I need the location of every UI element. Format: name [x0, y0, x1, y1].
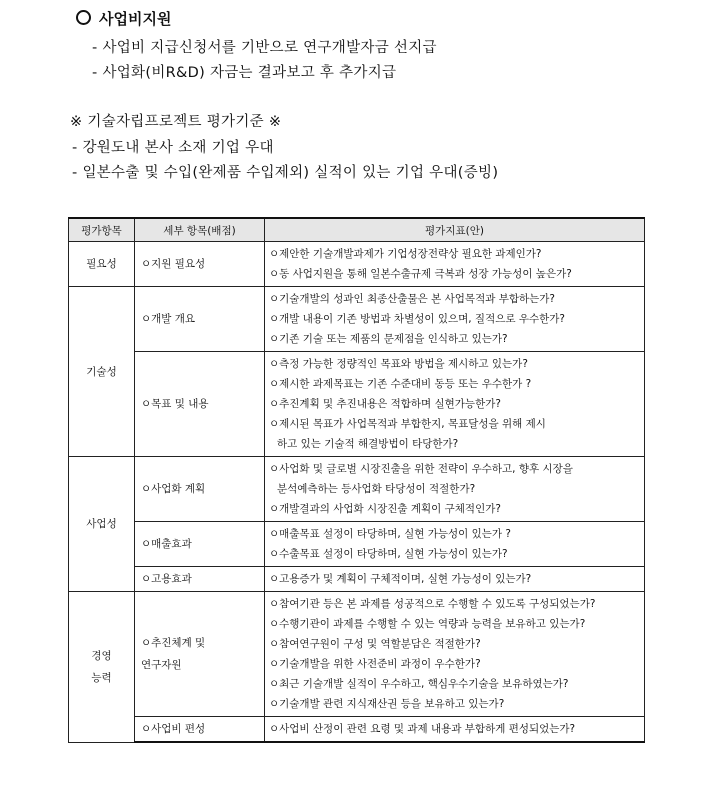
indicator-line: ㅇ동 사업지원을 통해 일본수출규제 극복과 성장 가능성이 높은가?	[269, 268, 572, 280]
circle-bullet-icon	[76, 10, 91, 25]
table-row	[69, 522, 645, 567]
section-title-text: 사업비지원	[99, 10, 172, 28]
note-item: - 일본수출 및 수입(완제품 수입제외) 실적이 있는 기업 우대(증빙)	[72, 165, 499, 181]
indicator-line: ㅇ최근 기술개발 실적이 우수하고, 핵심우수기술을 보유하였는가?	[269, 678, 569, 690]
section-item: - 사업화(비R&D) 자금는 결과보고 후 추가지급	[92, 65, 397, 81]
evaluation-table-wrap	[68, 217, 645, 743]
indicator-cell	[265, 457, 645, 522]
category-cell: 필요성	[69, 242, 135, 287]
indicator-line: ㅇ개발결과의 사업화 시장진출 계획이 구체적인가?	[269, 503, 501, 515]
indicator-line: 하고 있는 기술적 해결방법이 타당한가?	[277, 438, 459, 450]
section-title	[76, 8, 171, 29]
table-header-row	[69, 218, 645, 242]
section-item: - 사업비 지급신청서를 기반으로 연구개발자금 선지급	[92, 40, 437, 56]
indicator-line: ㅇ매출목표 설정이 타당하며, 실현 가능성이 있는가 ?	[269, 528, 511, 540]
indicator-line: ㅇ측정 가능한 정량적인 목표와 방법을 제시하고 있는가?	[269, 358, 528, 370]
indicator-line: ㅇ참여연구원이 구성 및 역할분담은 적절한가?	[269, 638, 481, 650]
indicator-cell	[265, 287, 645, 352]
table-row	[69, 592, 645, 717]
indicator-cell	[265, 567, 645, 592]
subitem-cell: ㅇ지원 필요성	[135, 242, 265, 287]
subitem-cell: ㅇ추진체계 및 연구자원	[135, 592, 265, 717]
subitem-cell: ㅇ매출효과	[135, 522, 265, 567]
indicator-line: ㅇ제시한 과제목표는 기존 수준대비 동등 또는 우수한가 ?	[269, 378, 532, 390]
indicator-line: ㅇ사업화 및 글로벌 시장진출을 위한 전략이 우수하고, 향후 시장을	[269, 463, 573, 475]
indicator-cell	[265, 717, 645, 743]
indicator-line: ㅇ사업비 산정이 관련 요령 및 과제 내용과 부합하게 편성되었는가?	[269, 723, 576, 735]
table-row	[69, 242, 645, 287]
indicator-cell	[265, 522, 645, 567]
category-cell: 경영 능력	[69, 592, 135, 743]
indicator-line: ㅇ제안한 기술개발과제가 기업성장전략상 필요한 과제인가?	[269, 248, 542, 260]
header-subitem: 세부 항목(배점)	[135, 218, 265, 242]
indicator-line: 분석예측하는 등사업화 타당성이 적절한가?	[277, 483, 476, 495]
table-row	[69, 287, 645, 352]
table-body	[69, 242, 645, 743]
indicator-line: ㅇ참여기관 등은 본 과제를 성공적으로 수행할 수 있도록 구성되었는가?	[269, 598, 596, 610]
indicator-line: ㅇ개발 내용이 기존 방법과 차별성이 있으며, 질적으로 우수한가?	[269, 313, 565, 325]
subitem-cell: ㅇ개발 개요	[135, 287, 265, 352]
table-row	[69, 717, 645, 743]
subitem-cell: ㅇ고용효과	[135, 567, 265, 592]
header-category: 평가항목	[69, 218, 135, 242]
indicator-line: ㅇ제시된 목표가 사업목적과 부합한지, 목표달성을 위해 제시	[269, 418, 546, 430]
category-cell: 기술성	[69, 287, 135, 457]
subitem-cell: ㅇ목표 및 내용	[135, 352, 265, 457]
evaluation-table	[68, 217, 645, 743]
indicator-line: ㅇ추진계획 및 추진내용은 적합하며 실현가능한가?	[269, 398, 501, 410]
indicator-cell	[265, 242, 645, 287]
indicator-line: ㅇ수출목표 설정이 타당하며, 실현 가능성이 있는가?	[269, 548, 508, 560]
indicator-line: ㅇ기술개발을 위한 사전준비 과정이 우수한가?	[269, 658, 481, 670]
subitem-cell: ㅇ사업비 편성	[135, 717, 265, 743]
category-cell: 사업성	[69, 457, 135, 592]
indicator-line: ㅇ기술개발 관련 지식재산권 등을 보유하고 있는가?	[269, 698, 505, 710]
indicator-cell	[265, 352, 645, 457]
indicator-line: ㅇ고용증가 및 계획이 구체적이며, 실현 가능성이 있는가?	[269, 573, 532, 585]
indicator-cell	[265, 592, 645, 717]
header-indicator: 평가지표(안)	[265, 218, 645, 242]
table-row	[69, 457, 645, 522]
note-item: - 강원도내 본사 소재 기업 우대	[72, 140, 274, 156]
indicator-line: ㅇ기존 기술 또는 제품의 문제점을 인식하고 있는가?	[269, 333, 508, 345]
table-row	[69, 567, 645, 592]
indicator-line: ㅇ기술개발의 성과인 최종산출물은 본 사업목적과 부합하는가?	[269, 293, 555, 305]
subitem-cell: ㅇ사업화 계획	[135, 457, 265, 522]
table-row	[69, 352, 645, 457]
indicator-line: ㅇ수행기관이 과제를 수행할 수 있는 역량과 능력을 보유하고 있는가?	[269, 618, 586, 630]
note-title: ※ 기술자립프로젝트 평가기준 ※	[70, 114, 282, 130]
